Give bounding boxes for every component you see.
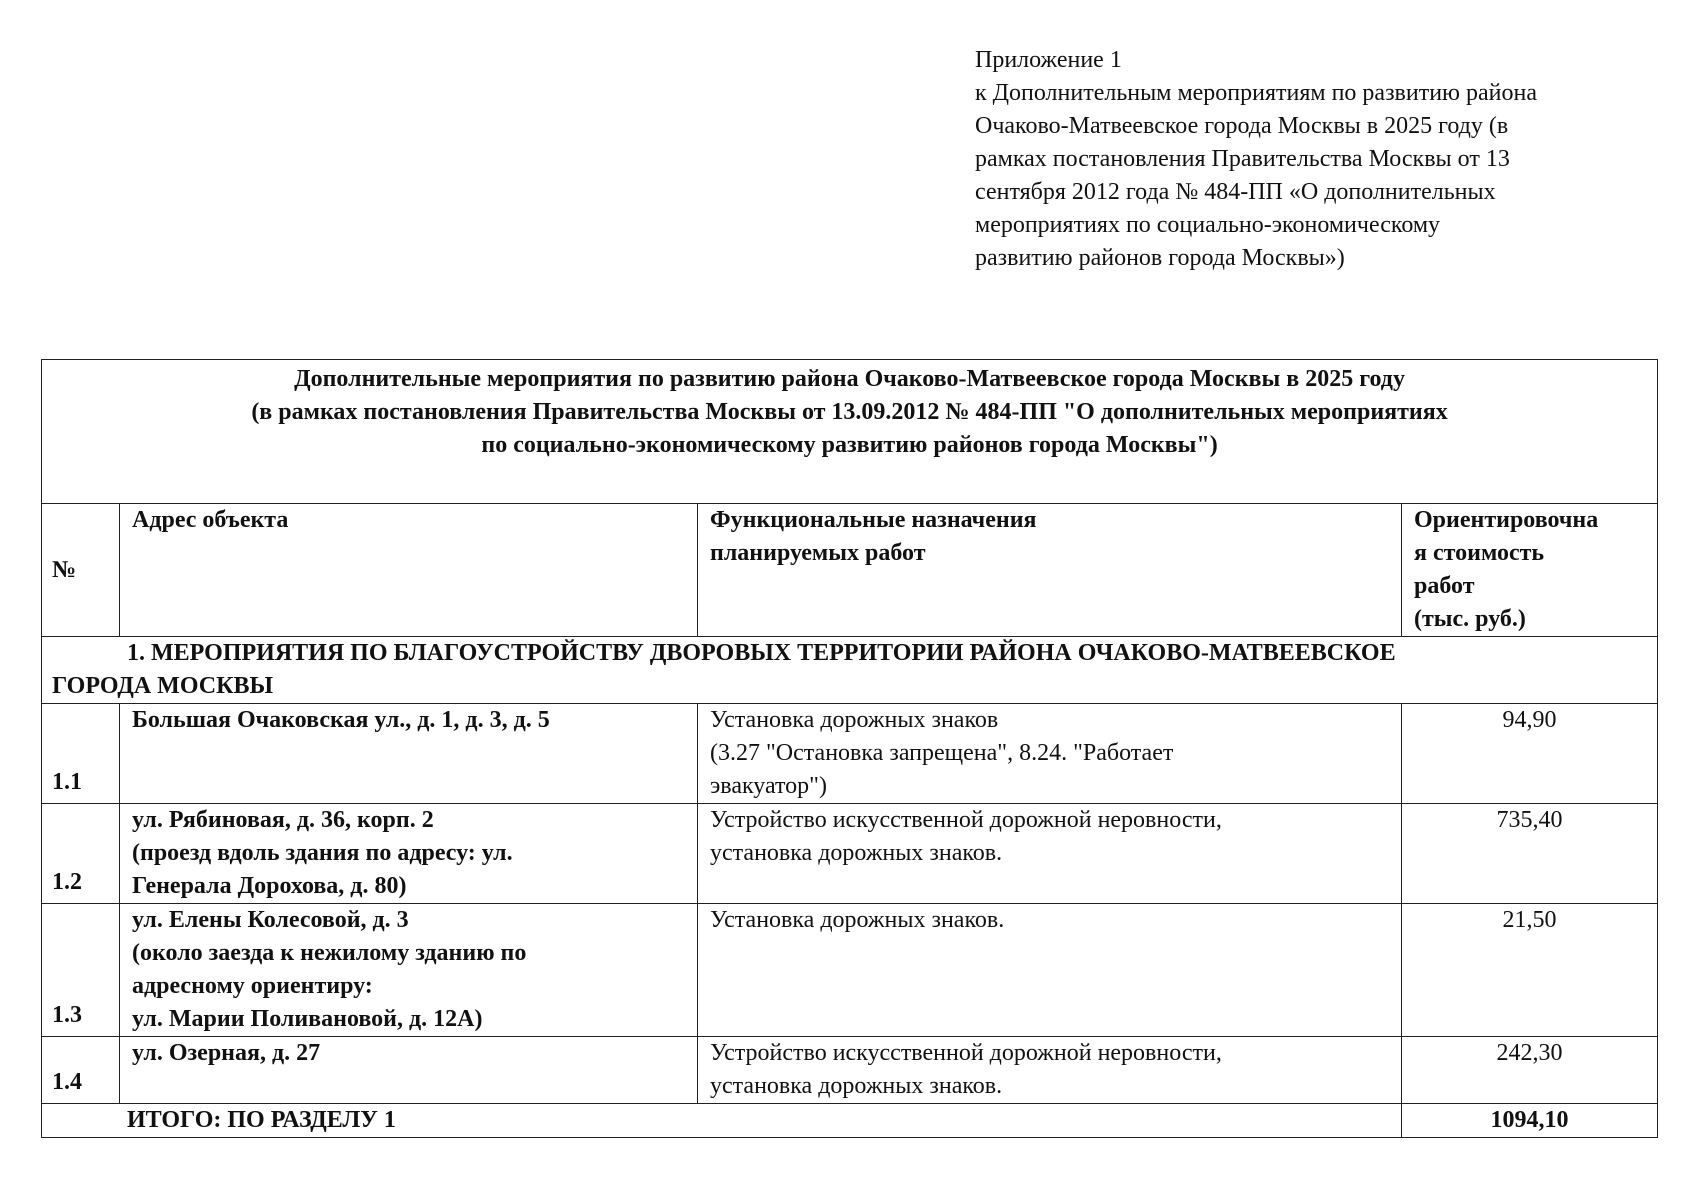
- header-address: Адрес объекта: [120, 504, 698, 637]
- row-cost: 242,30: [1402, 1037, 1658, 1104]
- row-work-line: установка дорожных знаков.: [710, 840, 1003, 866]
- header-cost-line: я стоимость: [1414, 540, 1545, 566]
- table-title-line: (в рамках постановления Правительства Москвы от 13.09.2012 № 484-ПП "О дополнительных мероприятиях: [251, 399, 1448, 425]
- header-function-line: планируемых работ: [710, 540, 926, 566]
- appendix-line: мероприятиях по социально-экономическому: [975, 212, 1441, 238]
- table-title-row: [42, 360, 1658, 504]
- table-row: [42, 1037, 1658, 1104]
- row-work-line: (3.27 "Остановка запрещена", 8.24. "Работает: [710, 740, 1174, 766]
- row-address-line: ул. Марии Поливановой, д. 12А): [132, 1006, 483, 1032]
- row-number: 1.4: [42, 1037, 120, 1104]
- measures-table: [41, 359, 1658, 1138]
- row-work-line: эвакуатор"): [710, 773, 827, 799]
- row-address: [120, 904, 698, 1037]
- table-row: [42, 904, 1658, 1037]
- section-title: [42, 637, 1658, 704]
- table-row: [42, 704, 1658, 804]
- appendix-line: Очаково-Матвеевское города Москвы в 2025 году (в: [975, 113, 1509, 139]
- row-work-line: Устройство искусственной дорожной неровности,: [710, 807, 1222, 833]
- row-work-line: Устройство искусственной дорожной неровности,: [710, 1040, 1222, 1066]
- row-address-line: Большая Очаковская ул., д. 1, д. 3, д. 5: [132, 707, 550, 733]
- row-address-line: ул. Озерная, д. 27: [132, 1040, 321, 1066]
- row-work: [698, 1037, 1402, 1104]
- row-cost: 94,90: [1402, 704, 1658, 804]
- section-row: [42, 637, 1658, 704]
- row-work-line: Установка дорожных знаков.: [710, 907, 1005, 933]
- header-cost: [1402, 504, 1658, 637]
- header-function-line: Функциональные назначения: [710, 507, 1037, 533]
- total-value: 1094,10: [1402, 1104, 1658, 1138]
- row-address-line: (около заезда к нежилому зданию по: [132, 940, 527, 966]
- appendix-header: [975, 44, 1675, 275]
- row-work-line: установка дорожных знаков.: [710, 1073, 1003, 1099]
- total-row: [42, 1104, 1658, 1138]
- table-header-row: [42, 504, 1658, 637]
- table-title-line: Дополнительные мероприятия по развитию района Очаково-Матвеевское города Москвы в 2025 году: [294, 366, 1405, 392]
- header-cost-line: (тыс. руб.): [1414, 606, 1526, 632]
- appendix-line: к Дополнительным мероприятиям по развитию района: [975, 80, 1537, 106]
- total-label: ИТОГО: ПО РАЗДЕЛУ 1: [42, 1104, 1402, 1138]
- row-work-line: Установка дорожных знаков: [710, 707, 999, 733]
- row-address-line: (проезд вдоль здания по адресу: ул.: [132, 840, 513, 866]
- appendix-line: развитию районов города Москвы»): [975, 245, 1345, 271]
- table-title: [42, 360, 1658, 504]
- row-address-line: ул. Елены Колесовой, д. 3: [132, 907, 409, 933]
- row-number: 1.2: [42, 804, 120, 904]
- row-address: [120, 1037, 698, 1104]
- row-work: [698, 804, 1402, 904]
- row-number: 1.3: [42, 904, 120, 1037]
- header-cost-line: работ: [1414, 573, 1475, 599]
- header-num: №: [42, 504, 120, 637]
- table-title-line: по социально-экономическому развитию районов города Москвы"): [481, 432, 1218, 458]
- row-address: [120, 704, 698, 804]
- appendix-line: Приложение 1: [975, 47, 1122, 73]
- row-address-line: ул. Рябиновая, д. 36, корп. 2: [132, 807, 434, 833]
- row-cost: 21,50: [1402, 904, 1658, 1037]
- row-address: [120, 804, 698, 904]
- appendix-line: рамках постановления Правительства Москвы от 13: [975, 146, 1510, 172]
- row-work: [698, 904, 1402, 1037]
- table-row: [42, 804, 1658, 904]
- section-title-line: ГОРОДА МОСКВЫ: [52, 673, 274, 699]
- header-cost-line: Ориентировочна: [1414, 507, 1599, 533]
- row-work: [698, 704, 1402, 804]
- row-number: 1.1: [42, 704, 120, 804]
- section-title-line: 1. МЕРОПРИЯТИЯ ПО БЛАГОУСТРОЙСТВУ ДВОРОВЫХ ТЕРРИТОРИИ РАЙОНА ОЧАКОВО-МАТВЕЕВСКОЕ: [127, 640, 1396, 666]
- header-function: [698, 504, 1402, 637]
- row-cost: 735,40: [1402, 804, 1658, 904]
- appendix-line: сентября 2012 года № 484-ПП «О дополнительных: [975, 179, 1496, 205]
- row-address-line: Генерала Дорохова, д. 80): [132, 873, 407, 899]
- row-address-line: адресному ориентиру:: [132, 973, 373, 999]
